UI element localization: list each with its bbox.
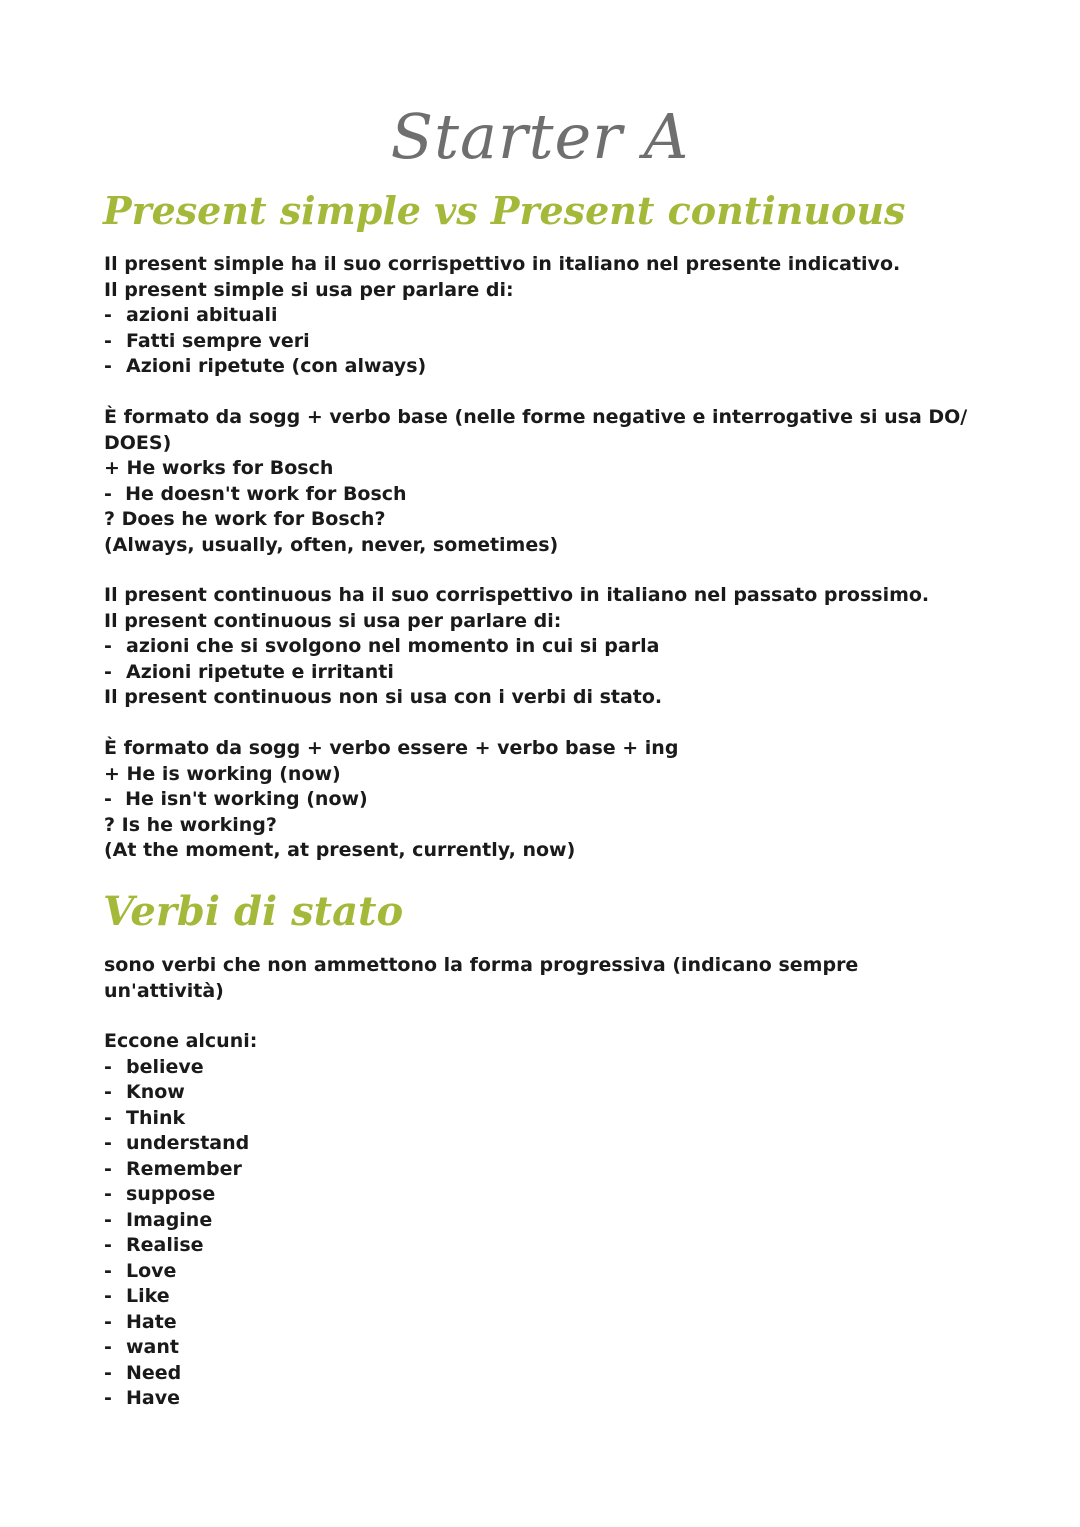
verb-text: Like	[126, 1285, 170, 1307]
list-item: - Know	[104, 1081, 185, 1103]
section-heading-state-verbs: Verbi di stato	[103, 888, 404, 935]
verb-text: believe	[126, 1055, 204, 1078]
list-item: - understand	[104, 1132, 250, 1154]
adverbs-line: (At the moment, at present, currently, now)	[104, 839, 576, 861]
pc-form-text: È formato da sogg + verbo essere + verbo base + ing	[104, 737, 679, 759]
example-line: ? Is he working?	[104, 813, 277, 836]
ps-intro-line: Il present simple ha il suo corrispettivo in italiano nel presente indicativo.	[104, 253, 901, 275]
state-verbs-description	[104, 953, 904, 1004]
ps-use-text: Fatti sempre veri	[126, 329, 310, 352]
state-verbs-text: sono verbi che non ammettono la forma progressiva (indicano sempre un'attività)	[104, 954, 859, 1002]
present-simple-form-block	[104, 405, 984, 558]
verb-list	[104, 1055, 1004, 1412]
list-item: - want	[104, 1336, 179, 1358]
state-verbs-list	[104, 1029, 1004, 1412]
pc-use-text: Azioni ripetute e irritanti	[126, 660, 394, 683]
page-title: Starter A	[390, 100, 690, 173]
list-item: - Have	[104, 1387, 180, 1409]
verb-text: Think	[126, 1106, 186, 1129]
list-item: - Realise	[104, 1234, 204, 1256]
ps-form-text: È formato da sogg + verbo base (nelle forme negative e interrogative si usa DO/ DOES)	[104, 406, 968, 454]
list-item: - Fatti sempre veri	[104, 329, 310, 352]
section-heading-present-tenses: Present simple vs Present continuous	[103, 188, 906, 233]
list-item: - Imagine	[104, 1208, 213, 1231]
verb-text: Love	[126, 1259, 177, 1282]
list-item: - Like	[104, 1285, 170, 1307]
list-intro: Eccone alcuni:	[104, 1030, 258, 1052]
pc-note-text: Il present continuous non si usa con i verbi di stato.	[104, 686, 663, 708]
verb-text: Hate	[126, 1310, 177, 1333]
example-line: - He doesn't work for Bosch	[104, 482, 407, 505]
list-item: - azioni che si svolgono nel momento in cui si parla	[104, 635, 660, 657]
list-item: - suppose	[104, 1183, 216, 1205]
verb-text: Know	[126, 1081, 185, 1103]
list-item: - Azioni ripetute e irritanti	[104, 660, 394, 683]
pc-intro-line: Il present continuous ha il suo corrispettivo in italiano nel passato prossimo.	[104, 584, 930, 606]
verb-text: understand	[126, 1132, 250, 1154]
list-item: - Azioni ripetute (con always)	[104, 355, 427, 377]
list-item: - Remember	[104, 1157, 242, 1180]
ps-use-text: Azioni ripetute (con always)	[126, 355, 427, 377]
present-simple-block	[104, 252, 1004, 380]
list-item: - believe	[104, 1055, 204, 1078]
example-line: - He isn't working (now)	[104, 788, 368, 810]
list-item: - Think	[104, 1106, 186, 1129]
example-line: + He works for Bosch	[104, 457, 334, 479]
list-item: - Hate	[104, 1310, 177, 1333]
verb-text: Realise	[126, 1234, 204, 1256]
verb-text: Remember	[126, 1157, 242, 1180]
pc-intro-line: Il present continuous si usa per parlare di:	[104, 609, 562, 632]
ps-use-text: azioni abituali	[126, 304, 278, 326]
verb-text: want	[126, 1336, 179, 1358]
example-line: + He is working (now)	[104, 762, 341, 785]
list-item: - azioni abituali	[104, 304, 278, 326]
present-continuous-block	[104, 583, 1004, 711]
pc-use-text: azioni che si svolgono nel momento in cui si parla	[126, 635, 660, 657]
verb-text: suppose	[126, 1183, 216, 1205]
ps-intro-line: Il present simple si usa per parlare di:	[104, 278, 514, 301]
verb-text: Need	[126, 1361, 182, 1384]
adverbs-line: (Always, usually, often, never, sometimes)	[104, 533, 559, 556]
list-item: - Love	[104, 1259, 177, 1282]
example-line: ? Does he work for Bosch?	[104, 508, 386, 530]
present-continuous-form-block	[104, 736, 1004, 864]
list-item: - Need	[104, 1361, 182, 1384]
verb-text: Imagine	[126, 1208, 213, 1231]
verb-text: Have	[126, 1387, 180, 1409]
